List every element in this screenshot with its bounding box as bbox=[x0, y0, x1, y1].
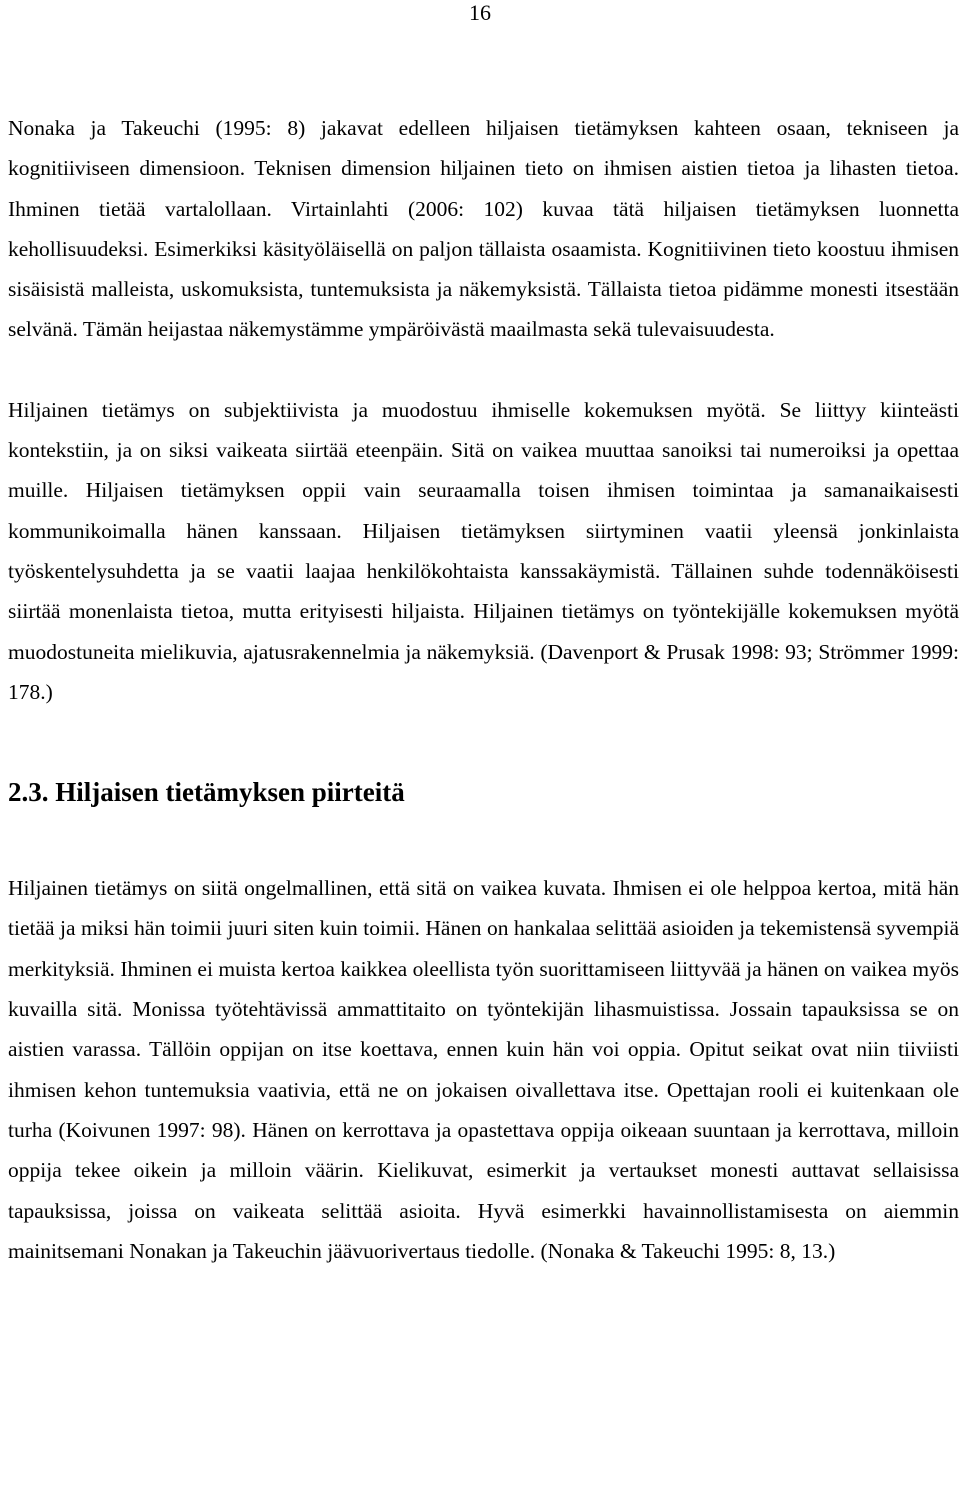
paragraph-tacit-knowledge-subjective: Hiljainen tietämys on subjektiivista ja muodostuu ihmiselle kokemuksen myötä. Se liittyy kiinteästi kontekstiin, ja on siksi vaikeata siirtää eteenpäin. Sitä on vaikea muuttaa sanoiksi tai numeroiksi ja opettaa muille. Hiljaisen tietämyksen oppii vain seuraamalla toisen ihmisen toimintaa ja samanaikaisesti kommunikoimalla hänen kanssaan. Hiljaisen tietämyksen siirtyminen vaatii yleensä jonkinlaista työskentelysuhdetta ja se vaatii laajaa henkilökohtaista kanssakäymistä. Tällainen suhde todennäköisesti siirtää monenlaista tietoa, mutta erityisesti hiljaista. Hiljainen tietämys on työntekijälle kokemuksen myötä muodostuneita mielikuvia, ajatusrakennelmia ja näkemyksiä. (Davenport & Prusak 1998: 93; Strömmer 1999: 178.) bbox=[8, 397, 959, 704]
paragraph-tacit-knowledge-features: Hiljainen tietämys on siitä ongelmallinen, että sitä on vaikea kuvata. Ihmisen ei ole helppoa kertoa, mitä hän tietää ja miksi hän toimii juuri siten kuin toimii. Hänen on hankalaa selittää asioiden ja tekemistensä syvempiä merkityksiä. Ihminen ei muista kertoa kaikkea oleellista työn suorittamiseen liittyvää ja hänen on vaikea myös kuvailla sitä. Monissa työtehtävissä ammattitaito on työntekijän lihasmuistissa. Jossain tapauksissa se on aistien varassa. Tällöin oppijan on itse koettava, ennen kuin hän voi oppia. Opitut seikat ovat niin tiiviisti ihmisen kehon tuntemuksia vaativia, että ne on jokaisen oivallettava itse. Opettajan rooli ei kuitenkaan ole turha (Koivunen 1997: 98). Hänen on kerrottava ja opastettava oppija oikeaan suuntaan ja kerrottava, milloin oppija tekee oikein ja milloin väärin. Kielikuvat, esimerkit ja vertaukset monesti auttavat sellaisissa tapauksissa, joissa on vaikeata selittää asioita. Hyvä esimerkki havainnollistamisesta on aiemmin mainitsemani Nonakan ja Takeuchin jäävuorivertaus tiedolle. (Nonaka & Takeuchi 1995: 8, 13.) bbox=[8, 876, 959, 1263]
page-number: 16 bbox=[469, 0, 491, 25]
document-body bbox=[8, 108, 959, 1271]
section-heading: 2.3. Hiljaisen tietämyksen piirteitä bbox=[8, 777, 405, 808]
paragraph-tacit-knowledge-dimensions: Nonaka ja Takeuchi (1995: 8) jakavat edelleen hiljaisen tietämyksen kahteen osaan, tekniseen ja kognitiiviseen dimensioon. Teknisen dimension hiljainen tieto on ihmisen aistien tietoa ja lihasten tietoa. Ihminen tietää vartalollaan. Virtainlahti (2006: 102) kuvaa tätä hiljaisen tietämyksen luonnetta kehollisuudeksi. Esimerkiksi käsityöläisellä on paljon tällaista osaamista. Kognitiivinen tieto koostuu ihmisen sisäisistä malleista, uskomuksista, tuntemuksista ja näkemyksistä. Tällaista tietoa pidämme monesti itsestään selvänä. Tämän heijastaa näkemystämme ympäröivästä maailmasta sekä tulevaisuudesta. bbox=[8, 116, 959, 342]
